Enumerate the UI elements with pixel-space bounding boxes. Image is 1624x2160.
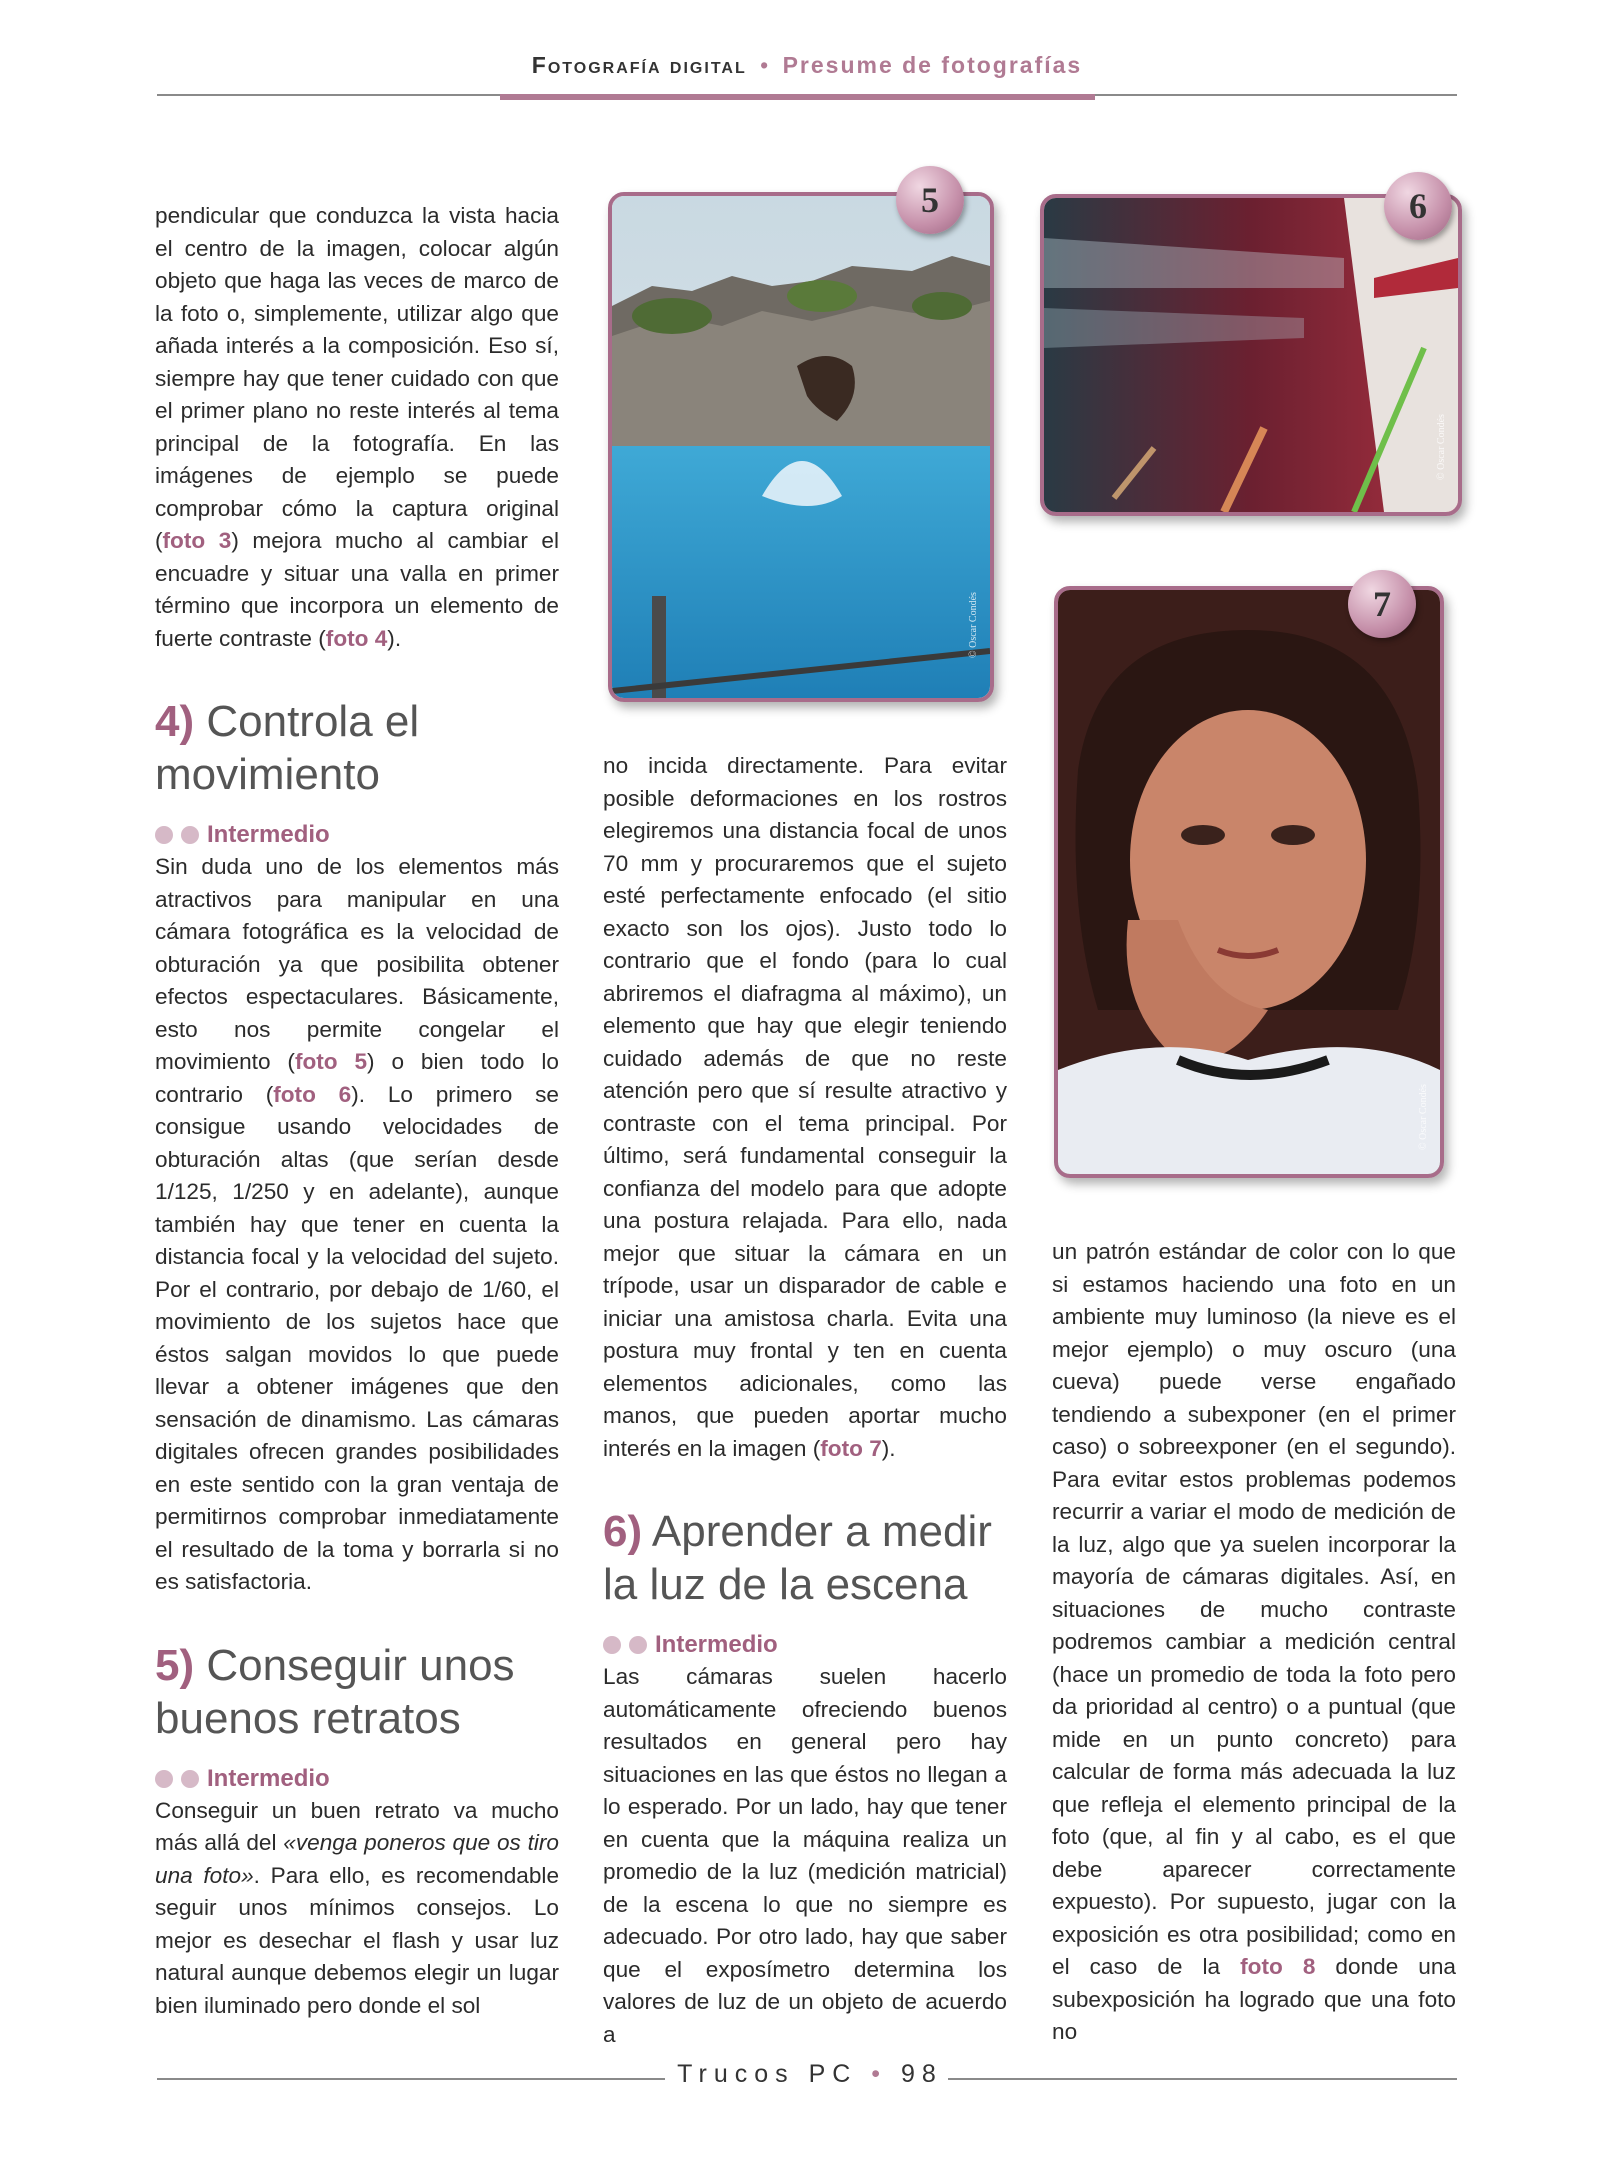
section-4-number: 4) bbox=[155, 697, 195, 746]
section-6-heading bbox=[603, 1505, 1007, 1611]
ref-foto-3: foto 3 bbox=[162, 528, 232, 553]
c3-text-b: donde una subexposición ha logrado que una foto no bbox=[1052, 1954, 1456, 2044]
photo-5-credit: © Oscar Condés bbox=[968, 592, 979, 658]
ref-foto-4: foto 4 bbox=[325, 625, 388, 651]
intro-text-c: ). bbox=[387, 625, 402, 651]
running-header bbox=[157, 52, 1457, 79]
section-4-level bbox=[155, 819, 559, 851]
photo-7-portrait bbox=[1054, 586, 1444, 1178]
section-5-level bbox=[155, 1763, 559, 1795]
section-name: Fotografía digital bbox=[531, 52, 747, 78]
ref-foto-7: foto 7 bbox=[820, 1435, 882, 1461]
section-5-body bbox=[155, 1795, 559, 2023]
footer-rule-left bbox=[157, 2078, 665, 2080]
portrait-paragraph bbox=[603, 750, 1007, 1465]
level-label: Intermedio bbox=[207, 821, 330, 848]
section-5-heading bbox=[155, 1639, 559, 1745]
c2-text-b: ). bbox=[881, 1435, 896, 1461]
column-1 bbox=[155, 200, 559, 2022]
ref-foto-8: foto 8 bbox=[1240, 1954, 1316, 1979]
photo-6-image bbox=[1044, 198, 1458, 512]
level-dot-icon bbox=[181, 1770, 199, 1788]
photo-6-credit: © Oscar Condés bbox=[1436, 414, 1447, 480]
level-dot-icon bbox=[155, 1770, 173, 1788]
column-2 bbox=[603, 750, 1007, 2051]
level-dot-icon bbox=[603, 1636, 621, 1654]
s4-text-b: ) o bien todo lo contrario ( bbox=[155, 1049, 559, 1107]
photo-5-badge: 5 bbox=[896, 166, 964, 234]
section-5-title: Conseguir unos buenos retratos bbox=[155, 1640, 515, 1743]
footer-rule-right bbox=[948, 2078, 1457, 2080]
header-separator: • bbox=[760, 52, 770, 78]
photo-7-badge: 7 bbox=[1348, 570, 1416, 638]
section-subtitle: Presume de fotografías bbox=[782, 52, 1083, 78]
intro-text-b: ) mejora mucho al cambiar el encuadre y situar una valla en primer término que incorpora un elemento de fuerte contraste ( bbox=[155, 528, 559, 651]
level-label: Intermedio bbox=[655, 1631, 778, 1658]
s5-text-b: . Para ello, es recomendable seguir unos mínimos consejos. Lo mejor es desechar el flash y usar luz natural aunque debemos elegir un lugar bien iluminado pero donde el sol bbox=[155, 1862, 560, 2018]
page-footer bbox=[660, 2060, 960, 2089]
section-6-title: Aprender a medir la luz de la escena bbox=[603, 1507, 992, 1609]
section-6-body: Las cámaras suelen hacerlo automáticamente ofreciendo buenos resultados en general pero hay situaciones en las que éstos no llegan a lo esperado. Por un lado, hay que tener en cuenta que la máquina realiza un promedio de la luz (medición matricial) de la escena lo que no siempre es adecuado. Por otro lado, hay que saber que el exposímetro determina los valores de luz de un objeto de acuerdo a bbox=[603, 1664, 1007, 2047]
intro-text-a: pendicular que conduzca la vista hacia el centro de la imagen, colocar algún objeto que haga las veces de marco de la foto o, simplemente, utilizar algo que añada interés a la composición. Eso sí, siempre hay que tener cuidado con que el primer plano no reste interés al tema principal de la fotografía. En las imágenes de ejemplo se puede comprobar cómo la captura original ( bbox=[155, 203, 559, 553]
photo-5-sea-lion bbox=[608, 192, 994, 702]
photo-6-badge: 6 bbox=[1384, 172, 1452, 240]
section-4-body bbox=[155, 851, 559, 1599]
photo-7-image bbox=[1058, 590, 1440, 1174]
s5-quote: «venga poneros que os tiro una foto» bbox=[155, 1830, 559, 1888]
photo-6-subway bbox=[1040, 194, 1462, 516]
intro-paragraph bbox=[155, 200, 559, 655]
level-dot-icon bbox=[155, 826, 173, 844]
photo-5-image bbox=[612, 196, 990, 698]
section-6-number: 6) bbox=[603, 1507, 643, 1556]
section-5-number: 5) bbox=[155, 1640, 195, 1690]
ref-foto-6: foto 6 bbox=[273, 1081, 352, 1107]
page-number: 98 bbox=[901, 2060, 943, 2088]
c2-text-a: no incida directamente. Para evitar posible deformaciones en los rostros elegiremos una distancia focal de unos 70 mm y procuraremos que el sujeto esté perfectamente enfocado (el sitio exacto son los ojos). Justo todo lo contrario que el fondo (para lo cual abriremos el diafragma al máximo), un elemento que hay que elegir teniendo cuidado además de que no reste atención pero que sí resulte atractivo y contraste con el tema principal. Por último, será fundamental conseguir la confianza del modelo para que adopte una postura relajada. Para ello, nada mejor que situar la cámara en un trípode, usar un disparador de cable e iniciar una amistosa charla. Evita una postura muy frontal y ten en cuenta elementos adicionales, como las manos, que pueden aportar mucho interés en la imagen ( bbox=[603, 753, 1007, 1461]
photo-7-credit: © Oscar Condés bbox=[1418, 1084, 1429, 1150]
header-accent-bar bbox=[500, 94, 1095, 100]
c3-text-a: un patrón estándar de color con lo que si estamos haciendo una foto en un ambiente muy luminoso (la nieve es el mejor ejemplo) o muy oscuro (una cueva) puede verse engañado tendiendo a subexponer (en el primer caso) o sobreexponer (en el segundo). Para evitar estos problemas podemos recurrir a variar el modo de medición de la luz, algo que ya suelen incorporar la mayoría de cámaras digitales. Así, en situaciones de mucho contraste podremos cambiar a medición central (hace un promedio de toda la foto pero da prioridad al centro) o a puntual (que mide en un punto concreto) para calcular de forma más adecuada la luz que refleja el elemento principal de la foto (que, al fin y al cabo, es el que debe aparecer correctamente expuesto). Por supuesto, jugar con la exposición es otra posibilidad; como en el caso de la bbox=[1052, 1239, 1456, 1979]
magazine-name: Trucos PC bbox=[677, 2060, 858, 2088]
level-label: Intermedio bbox=[207, 1764, 330, 1792]
section-4-heading bbox=[155, 695, 559, 801]
section-6-level bbox=[603, 1629, 1007, 1661]
section-4-title: Controla el movimiento bbox=[155, 697, 420, 799]
s4-text-c: ). Lo primero se consigue usando velocidades de obturación altas (que serían desde 1/125, 1/250 y en adelante), aunque también hay que tener en cuenta la distancia focal y la velocidad del sujeto. Por el contrario, por debajo de 1/60, el movimiento de los sujetos hace que éstos salgan movidos lo que puede llevar a obtener imágenes que den sensación de dinamismo. Las cámaras digitales ofrecen grandes posibilidades en este sentido con la gran ventaja de permitirnos comprobar inmediatamente el resultado de la toma y borrarla si no es satisfactoria. bbox=[155, 1081, 559, 1594]
footer-separator: • bbox=[871, 2060, 888, 2088]
column-3 bbox=[1052, 1236, 1456, 2049]
ref-foto-5: foto 5 bbox=[294, 1049, 368, 1074]
metering-paragraph bbox=[1052, 1236, 1456, 2049]
s4-text-a: Sin duda uno de los elementos más atractivos para manipular en una cámara fotográfica es la velocidad de obturación ya que posibilita obtener efectos espectaculares. Básicamente, esto nos permite congelar el movimiento ( bbox=[155, 854, 559, 1074]
level-dot-icon bbox=[629, 1636, 647, 1654]
s5-text-a: Conseguir un buen retrato va mucho más allá del bbox=[155, 1797, 559, 1855]
level-dot-icon bbox=[181, 826, 199, 844]
